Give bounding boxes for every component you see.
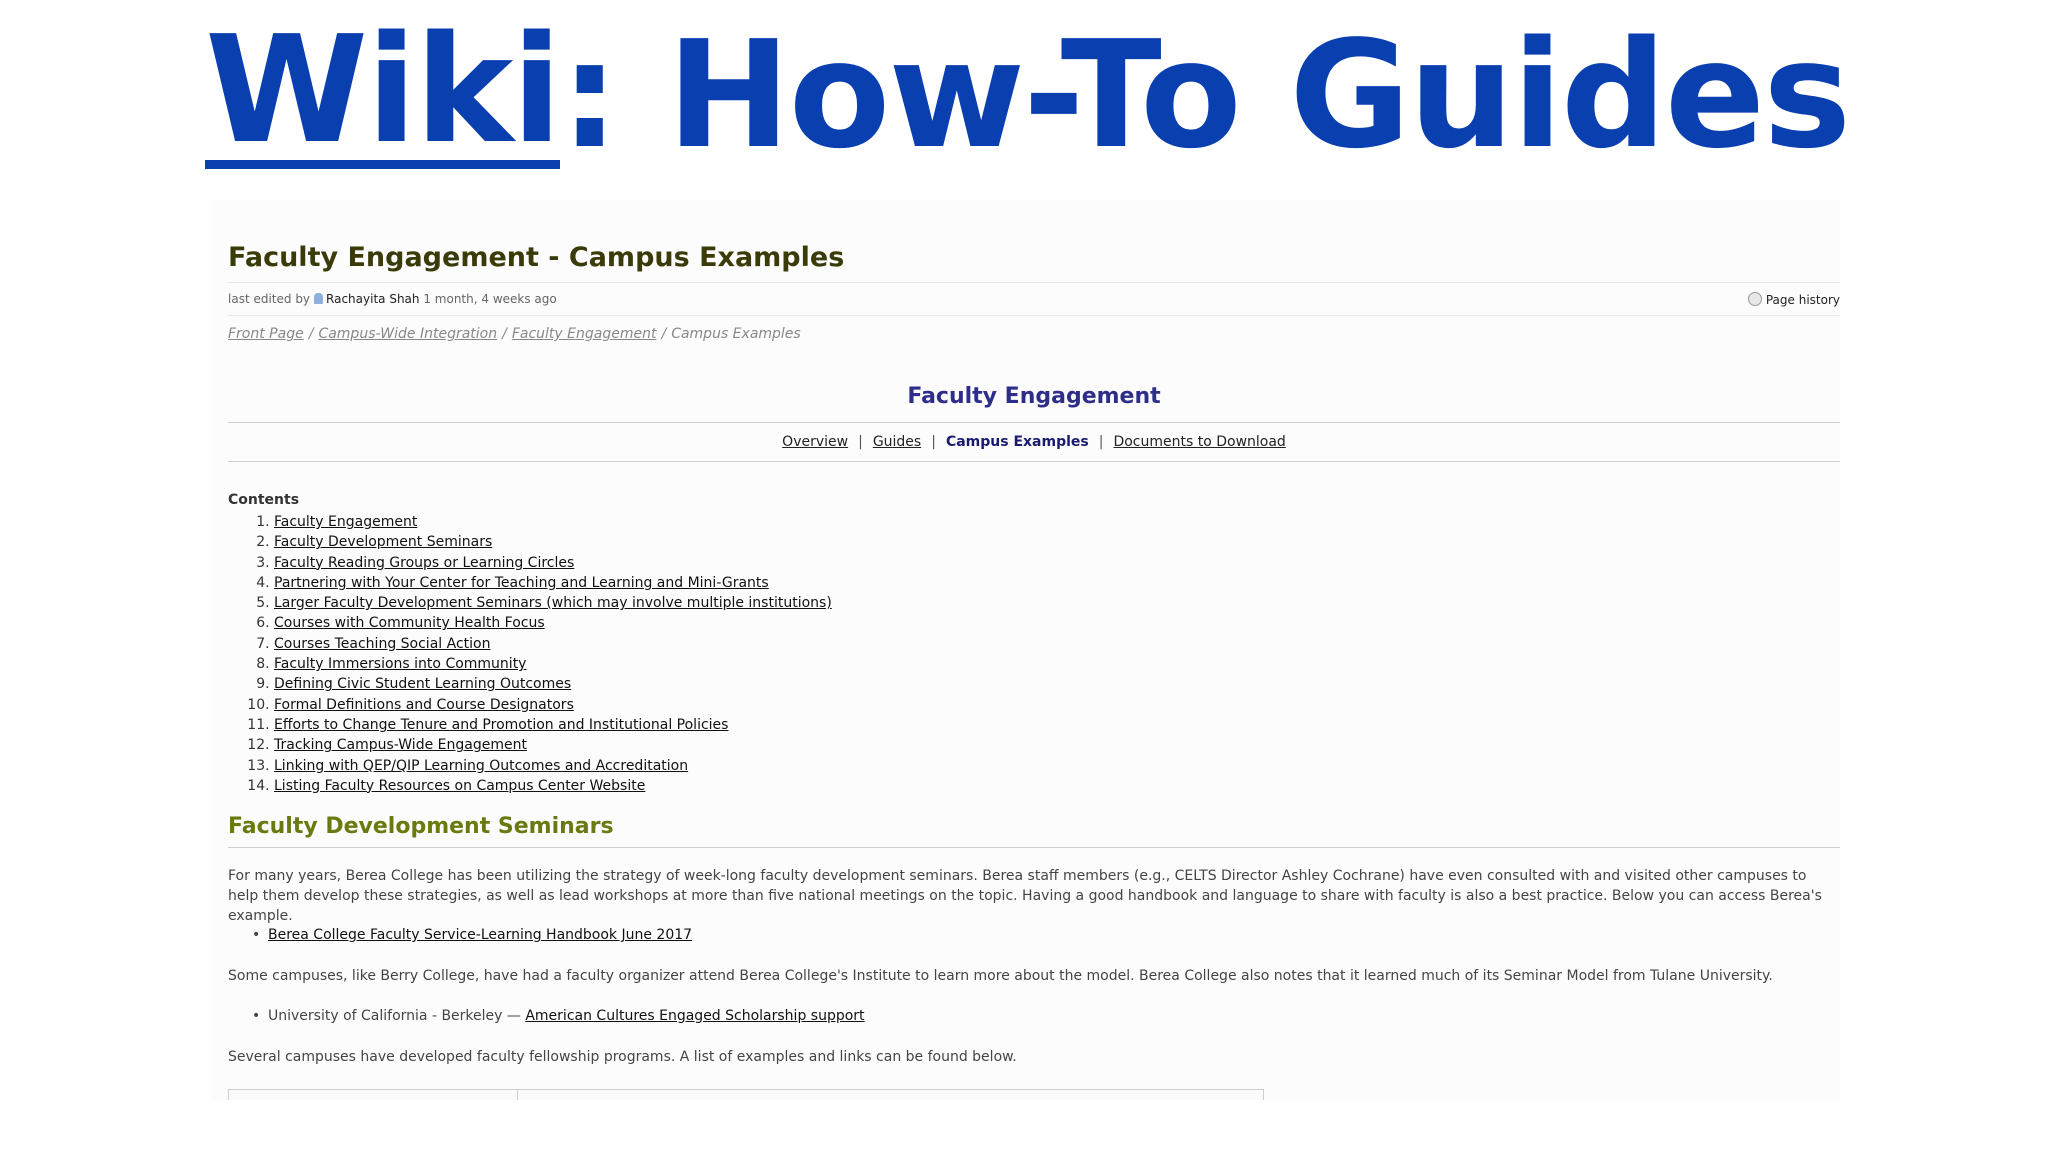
tab-separator: | [1098,434,1104,450]
banner-wiki-word: Wiki [205,4,561,176]
toc-item [274,715,832,735]
banner-rest: : How-To Guides [560,9,1850,181]
toc-link[interactable]: Larger Faculty Development Seminars (which may involve multiple institutions) [274,595,832,612]
toc-item [274,573,832,593]
page-title: Faculty Engagement - Campus Examples [228,242,845,273]
toc-item [274,756,832,776]
toc-item [274,553,832,573]
contents-title: Contents [228,492,300,508]
breadcrumb-current: Campus Examples [671,326,801,342]
author-link[interactable]: Rachayita Shah [326,292,420,306]
toc-link[interactable]: Faculty Reading Groups or Learning Circles [274,554,575,571]
user-icon [314,293,323,304]
list-item [268,927,692,943]
banner-title [205,4,1850,181]
toc-link[interactable]: Faculty Development Seminars [274,534,493,551]
breadcrumb-separator: / [308,326,314,342]
toc-link[interactable]: Efforts to Change Tenure and Promotion and Institutional Policies [274,716,729,733]
seminars-heading: Faculty Development Seminars [228,814,1840,848]
fellowship-table [228,1089,1264,1100]
toc-item [274,593,832,613]
table-column-divider [517,1090,518,1100]
edit-info [228,292,557,306]
berkeley-label: University of California - Berkeley — [268,1008,526,1024]
toc-link[interactable]: Linking with QEP/QIP Learning Outcomes and Accreditation [274,757,689,774]
edited-time: 1 month, 4 weeks ago [423,292,557,306]
toc-link[interactable]: Listing Faculty Resources on Campus Center Website [274,777,646,794]
toc-link[interactable]: Formal Definitions and Course Designators [274,696,574,713]
toc-link[interactable]: Faculty Engagement [274,514,418,530]
toc-item [274,674,832,694]
toc-item [274,654,832,674]
edited-prefix: last edited by [228,292,311,306]
toc-link[interactable]: Tracking Campus-Wide Engagement [274,737,527,754]
toc-link[interactable]: Defining Civic Student Learning Outcomes [274,676,572,693]
section-heading: Faculty Engagement [907,384,1161,409]
history-icon [1748,292,1762,306]
tab-separator: | [931,434,936,450]
toc-item [274,634,832,654]
breadcrumb-separator: / [502,326,507,342]
page-history-link[interactable] [1748,292,1840,307]
meta-bar [228,282,1840,316]
seminars-paragraph-3: Several campuses have developed faculty fellowship programs. A list of examples and links can be found below. [228,1049,1017,1065]
toc-item [274,776,832,796]
page-history-label[interactable]: Page history [1765,292,1840,307]
tab-documents-to-download[interactable]: Documents to Download [1113,434,1286,450]
wiki-page [210,200,1840,1100]
toc-link[interactable]: Faculty Immersions into Community [274,656,527,673]
tab-bar [228,422,1840,462]
toc-link[interactable]: Courses Teaching Social Action [274,635,491,652]
toc-item [274,613,832,633]
table-of-contents [228,512,832,796]
tab-separator: | [858,434,863,450]
toc-item [274,695,832,715]
breadcrumb-front-page[interactable]: Front Page [228,326,304,342]
breadcrumb-campus-wide-integration[interactable]: Campus-Wide Integration [318,326,498,342]
tab-campus-examples[interactable]: Campus Examples [945,434,1089,450]
toc-link[interactable]: Partnering with Your Center for Teaching and Learning and Mini-Grants [274,574,769,591]
american-cultures-link[interactable]: American Cultures Engaged Scholarship support [525,1008,865,1024]
toc-link[interactable]: Courses with Community Health Focus [274,615,545,632]
berea-handbook-link[interactable]: Berea College Faculty Service-Learning Handbook June 2017 [268,927,693,943]
breadcrumb-faculty-engagement[interactable]: Faculty Engagement [511,326,657,342]
seminars-paragraph-2: Some campuses, like Berry College, have had a faculty organizer attend Berea College's Institute to learn more about the model. Berea College also notes that it learned much of its Seminar Model from Tulane University. [228,968,1773,984]
breadcrumb [228,326,801,342]
tab-guides[interactable]: Guides [872,434,922,450]
toc-item [274,735,832,755]
breadcrumb-separator: / [661,326,667,342]
toc-item [274,532,832,552]
toc-item [274,512,832,532]
seminars-paragraph-1: For many years, Berea College has been utilizing the strategy of week-long faculty development seminars. Berea staff members (e.g., CELTS Director Ashley Cochrane) have even consulted with and visited other campuses to help them develop these strategies, as well as lead workshops at more than five national meetings on the topic. Having a good handbook and language to share with faculty is also a best practice. Below you can access Berea's example. [228,868,1822,924]
list-item [268,1008,865,1024]
tab-overview[interactable]: Overview [782,434,849,450]
